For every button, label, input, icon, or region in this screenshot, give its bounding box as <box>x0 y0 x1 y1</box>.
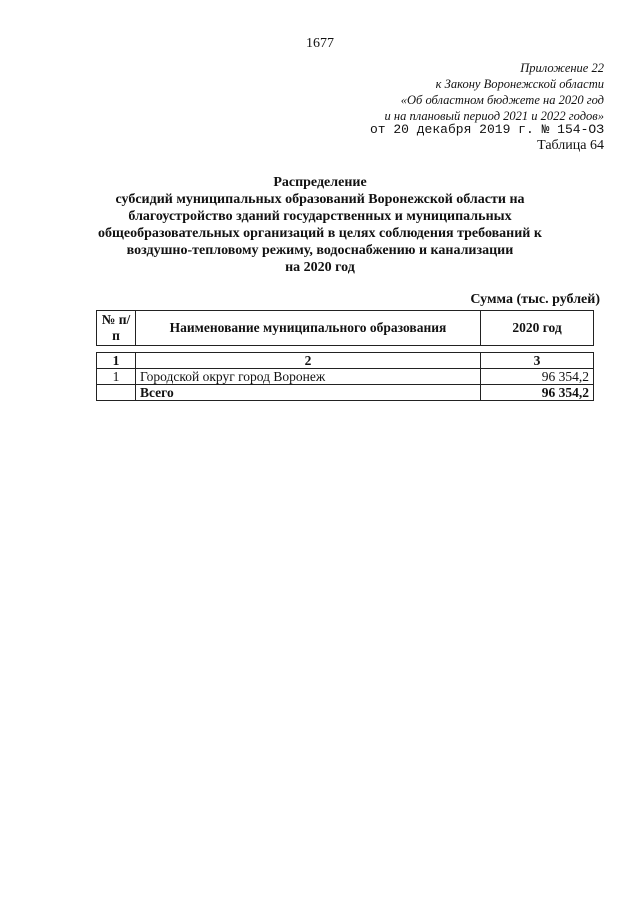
title-line: субсидий муниципальных образований Воронежской области на <box>115 192 525 207</box>
appendix-line: к Закону Воронежской области <box>435 77 604 91</box>
table-number: Таблица 64 <box>537 138 604 153</box>
title-line: благоустройство зданий государственных и муниципальных <box>128 209 512 224</box>
units-label: Сумма (тыс. рублей) <box>470 292 600 307</box>
total-label: Всего <box>136 385 481 401</box>
header-table <box>96 310 594 346</box>
appendix-line: Приложение 22 <box>520 61 604 75</box>
header-year: 2020 год <box>481 311 594 346</box>
title-line: воздушно-тепловому режиму, водоснабжению и канализации <box>126 243 514 258</box>
page-number: 1677 <box>306 36 334 51</box>
appendix-header <box>385 60 604 124</box>
title-line: на 2020 год <box>285 260 355 275</box>
data-table <box>96 352 594 401</box>
header-name: Наименование муниципального образования <box>136 311 481 346</box>
appendix-line: «Об областном бюджете на 2020 год <box>400 93 604 107</box>
column-number-2: 2 <box>136 353 481 369</box>
row-number: 1 <box>97 369 136 385</box>
row-name: Городской округ город Воронеж <box>136 369 481 385</box>
table-row <box>97 369 594 385</box>
column-number-3: 3 <box>481 353 594 369</box>
appendix-line: и на плановый период 2021 и 2022 годов» <box>384 109 604 123</box>
header-number: № п/п <box>97 311 136 346</box>
title-line: Распределение <box>273 175 367 190</box>
column-number-1: 1 <box>97 353 136 369</box>
document-title <box>40 174 600 276</box>
row-amount: 96 354,2 <box>481 369 594 385</box>
total-amount: 96 354,2 <box>481 385 594 401</box>
total-empty-cell <box>97 385 136 401</box>
title-line: общеобразовательных организаций в целях соблюдения требований к <box>98 226 542 241</box>
column-numbers-row <box>97 353 594 369</box>
total-row <box>97 385 594 401</box>
law-date: от 20 декабря 2019 г. № 154-ОЗ <box>369 122 604 137</box>
